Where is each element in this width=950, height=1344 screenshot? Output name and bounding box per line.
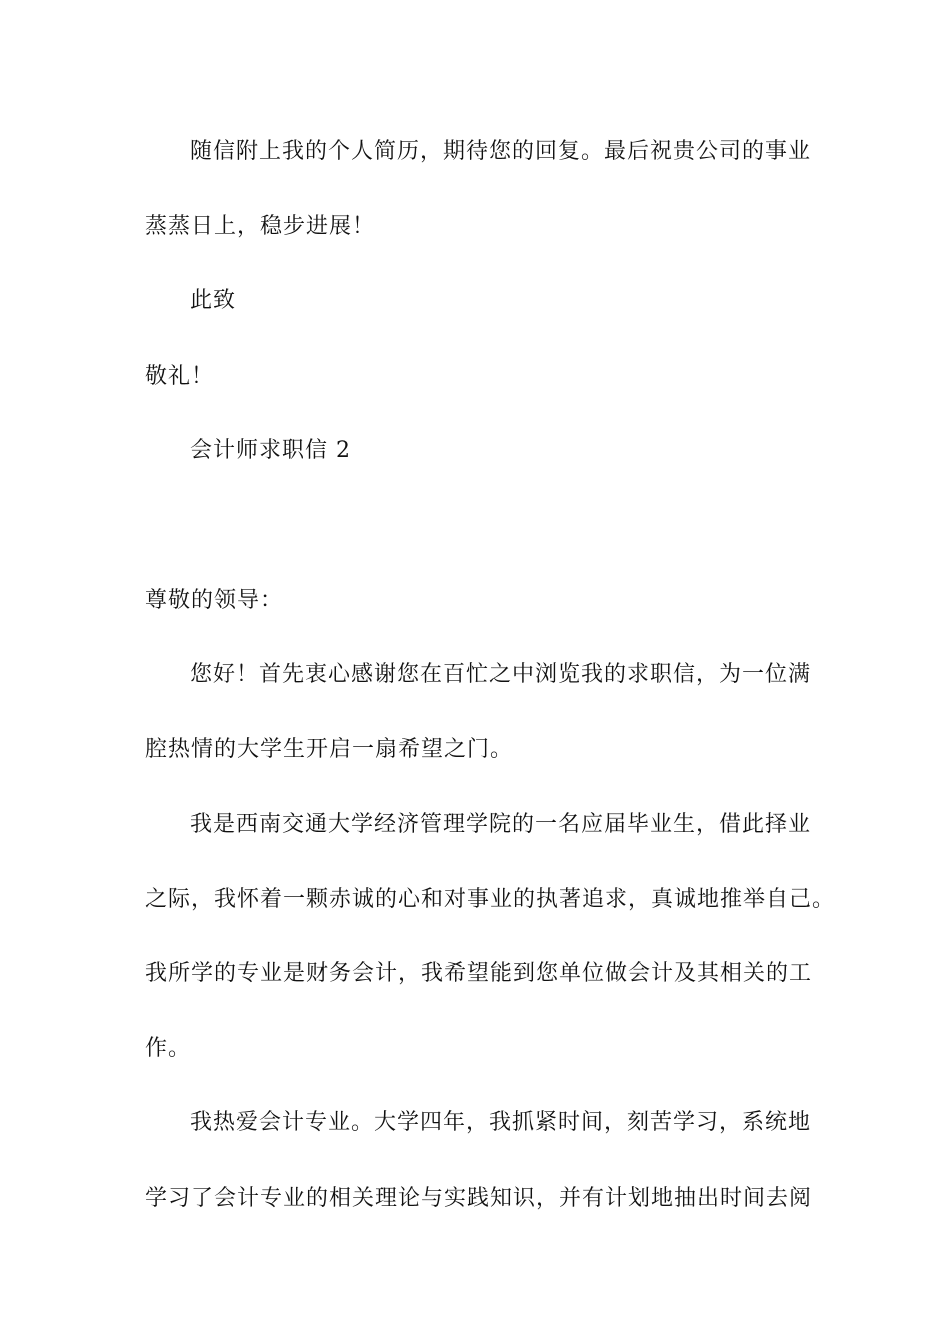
paragraph-line: 我所学的专业是财务会计，我希望能到您单位做会计及其相关的工 — [145, 961, 813, 986]
greeting: 尊敬的领导： — [145, 588, 284, 613]
paragraph-line: 学习了会计专业的相关理论与实践知识，并有计划地抽出时间去阅 — [145, 1186, 813, 1211]
closing-salutation: 敬礼！ — [145, 364, 215, 389]
paragraph-line: 蒸蒸日上，稳步进展！ — [145, 214, 376, 239]
section-title: 会计师求职信 2 — [190, 438, 351, 463]
paragraph-line: 我热爱会计专业。大学四年，我抓紧时间，刻苦学习，系统地 — [190, 1110, 812, 1135]
paragraph-line: 随信附上我的个人简历，期待您的回复。最后祝贵公司的事业 — [190, 139, 812, 164]
paragraph-line: 我是西南交通大学经济管理学院的一名应届毕业生，借此择业 — [190, 812, 812, 837]
paragraph-line: 之际，我怀着一颗赤诚的心和对事业的执著追求，真诚地推举自己。 — [145, 887, 836, 912]
paragraph-line: 您好！首先衷心感谢您在百忙之中浏览我的求职信，为一位满 — [190, 662, 812, 687]
paragraph-line: 作。 — [145, 1036, 192, 1061]
paragraph-line: 腔热情的大学生开启一扇希望之门。 — [145, 737, 514, 762]
closing-phrase: 此致 — [190, 288, 237, 313]
